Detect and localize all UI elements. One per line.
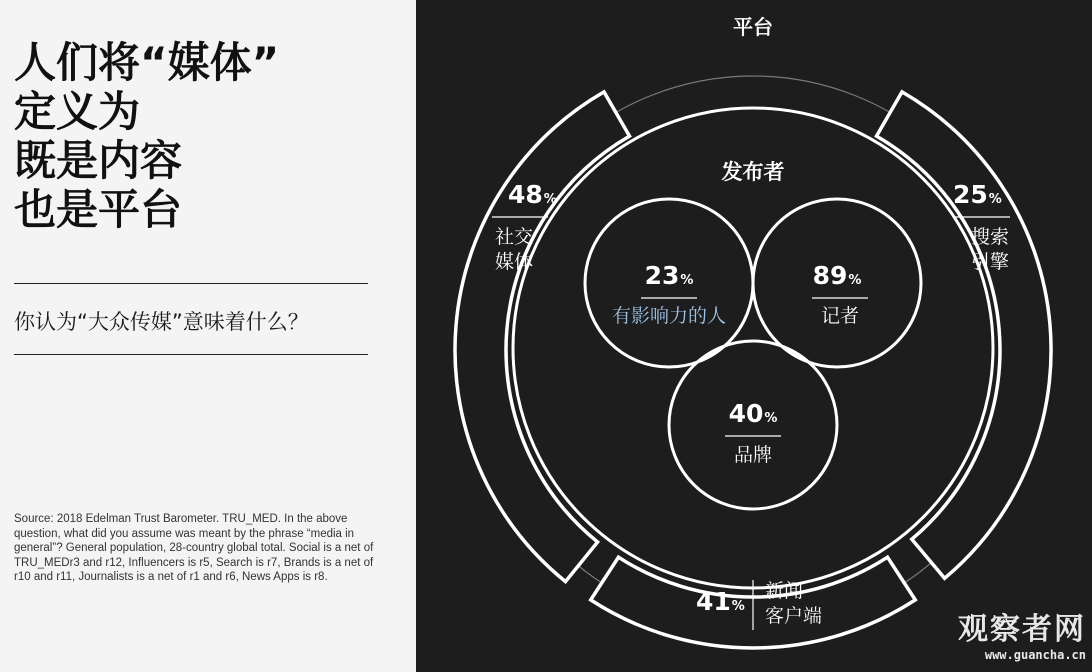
platform-label: 搜索 xyxy=(970,226,1010,248)
inner-label: 发布者 xyxy=(721,160,785,184)
publisher-journalists xyxy=(812,261,868,327)
platform-value: 25% xyxy=(953,180,1002,209)
source-note: Source: 2018 Edelman Trust Barometer. TRU_MED. In the above question, what did you assume was meant by the phrase “media in general”? General population, 28-country global total. Social is a net of TRU_MEDr3 and r12, Influencers is r5, Search is r7, Brands is a net of r10 and r11, Journalists is a net of r1 and r6, News Apps is r8. xyxy=(14,513,374,583)
publisher-influencers xyxy=(612,261,726,327)
media-diagram xyxy=(416,0,1092,672)
divider-top xyxy=(14,283,368,284)
publisher-label: 有影响力的人 xyxy=(611,305,727,327)
headline-line: 定义为 xyxy=(14,87,141,136)
headline-line: 也是平台 xyxy=(14,185,183,234)
platform-label: 社交 xyxy=(494,226,534,248)
watermark-name: 观察者网 xyxy=(958,612,1086,647)
outer-label: 平台 xyxy=(733,15,773,39)
watermark-url: www.guancha.cn xyxy=(984,648,1086,662)
watermark xyxy=(936,612,1086,662)
publisher-label: 品牌 xyxy=(733,444,773,466)
right-panel xyxy=(416,0,1092,672)
divider-bottom xyxy=(14,354,368,355)
publisher-value: 40% xyxy=(728,399,778,428)
platform-label: 媒体 xyxy=(494,251,534,273)
platform-value: 48% xyxy=(508,180,557,209)
publisher-value: 23% xyxy=(644,261,694,290)
publisher-label: 记者 xyxy=(820,305,860,327)
publisher-value: 89% xyxy=(812,261,862,290)
platform-label: 新闻 xyxy=(765,580,804,602)
headline-line: 人们将“媒体” xyxy=(14,38,280,87)
left-panel xyxy=(0,0,416,672)
question: 你认为“大众传媒”意味着什么？ xyxy=(14,310,309,334)
platform-label: 客户端 xyxy=(765,605,823,627)
headline-line: 既是内容 xyxy=(14,136,183,185)
platform-label: 引擎 xyxy=(970,251,1010,273)
headline xyxy=(14,38,404,234)
platform-value: 41% xyxy=(696,587,745,616)
publisher-brands xyxy=(725,399,781,466)
